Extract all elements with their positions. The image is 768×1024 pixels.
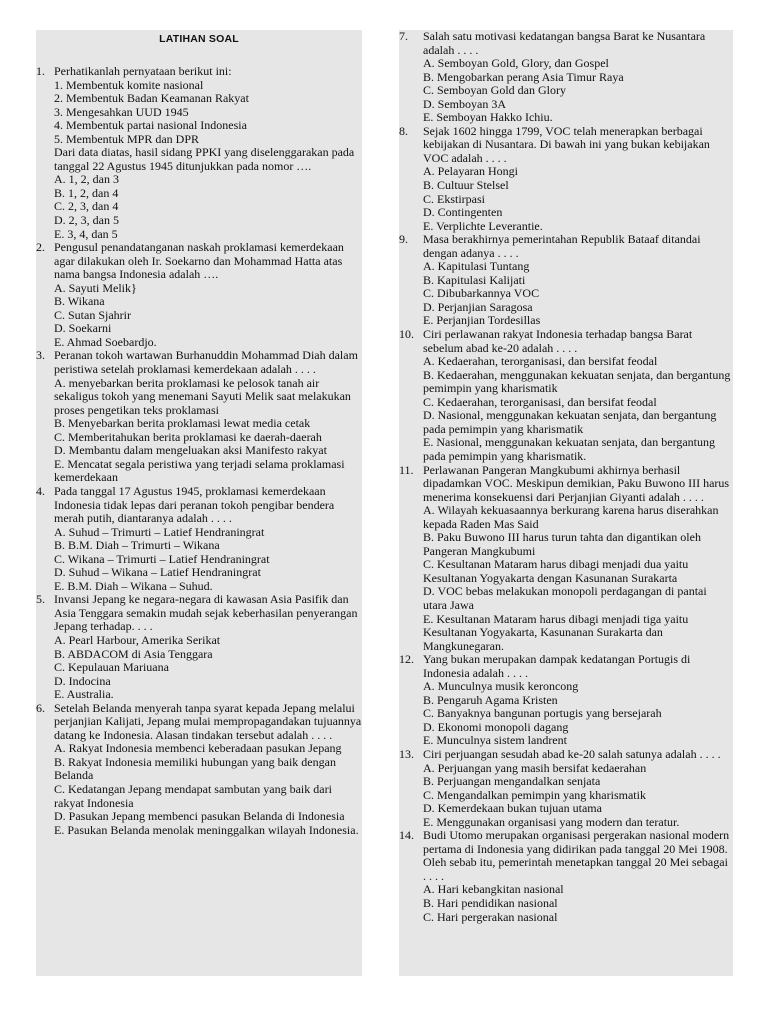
- question-text: Sejak 1602 hingga 1799, VOC telah menerapkan berbagai kebijakan di Nusantara. Di bawah ini yang bukan kebijakan VOC adalah . . . .: [423, 123, 710, 165]
- answer-option: E. Semboyan Hakko Ichiu.: [423, 110, 553, 125]
- answer-option: B. Wikana: [54, 294, 105, 309]
- answer-option: D. Indocina: [54, 673, 111, 688]
- question-item: [36, 65, 362, 241]
- question-item: [36, 485, 362, 593]
- answer-option: D. Ekonomi monopoli dagang: [423, 719, 569, 734]
- question-number: 9.: [399, 232, 408, 247]
- question-stem: [36, 593, 362, 634]
- question-text: Yang bukan merupakan dampak kedatangan Portugis di Indonesia adalah . . . .: [423, 652, 691, 680]
- answer-option: D. Kemerdekaan bukan tujuan utama: [423, 801, 602, 816]
- question-detail-line: 4. Membentuk partai nasional Indonesia: [54, 118, 247, 133]
- answer-option: C. Kesultanan Mataram harus dibagi menjadi dua yaitu Kesultanan Yogyakarta dengan Kasunanan Surakarta: [423, 557, 689, 585]
- answer-option: A. menyebarkan berita proklamasi ke pelosok tanah air sekaligus tokoh yang menemani Sayuti Melik saat melakukan proses pengetikan teks proklamasi: [54, 375, 351, 417]
- answer-option: C. Semboyan Gold dan Glory: [423, 83, 566, 98]
- answer-option: C. 2, 3, dan 4: [54, 199, 119, 214]
- question-number: 8.: [399, 123, 408, 138]
- question-stem: [36, 65, 362, 79]
- answer-option: C. Memberitahukan berita proklamasi ke daerah-daerah: [54, 429, 322, 444]
- answer-option: B. Paku Buwono III harus turun tahta dan digantikan oleh Pangeran Mangkubumi: [423, 530, 701, 558]
- answer-option: E. Perjanjian Tordesillas: [423, 313, 541, 328]
- page-title: LATIHAN SOAL: [159, 33, 239, 45]
- question-detail-line: 3. Mengesahkan UUD 1945: [54, 104, 189, 119]
- answer-option: E. Menggunakan organisasi yang modern dan teratur.: [423, 814, 680, 829]
- question-stem: [399, 748, 733, 762]
- right-column: [399, 30, 733, 976]
- question-number: 2.: [36, 240, 45, 255]
- question-number: 10.: [399, 327, 414, 342]
- answer-option: B. Cultuur Stelsel: [423, 178, 509, 193]
- answer-option: C. Banyaknya bangunan portugis yang bersejarah: [423, 706, 662, 721]
- question-item: [399, 30, 733, 125]
- question-text: Perhatikanlah pernyataan berikut ini:: [54, 64, 232, 78]
- answer-option: B. ABDACOM di Asia Tenggara: [54, 646, 213, 661]
- question-text: Budi Utomo merupakan organisasi pergerakan nasional modern pertama di Indonesia yang didirikan pada tanggal 20 Mei 1908. Oleh sebab itu, pemerintah menetapkan tanggal 20 Mei sebagai . . . .: [423, 828, 730, 883]
- title-spacer: [36, 48, 362, 65]
- answer-option: C. Kepulauan Mariuana: [54, 660, 169, 675]
- answer-option: C. Mengandalkan pemimpin yang kharismatik: [423, 787, 646, 802]
- question-text: Salah satu motivasi kedatangan bangsa Barat ke Nusantara adalah . . . .: [423, 30, 706, 57]
- answer-option: E. Munculnya sistem landrent: [423, 733, 567, 748]
- answer-option: E. 3, 4, dan 5: [54, 226, 118, 241]
- question-stem: [399, 829, 733, 883]
- answer-option: A. 1, 2, dan 3: [54, 172, 119, 187]
- question-number: 6.: [36, 700, 45, 715]
- answer-option: B. Mengobarkan perang Asia Timur Raya: [423, 69, 624, 84]
- question-item: [399, 829, 733, 924]
- question-item: [399, 464, 733, 654]
- question-detail-line: Dari data diatas, hasil sidang PPKI yang diselenggarakan pada tanggal 22 Agustus 1945 ditunjukkan pada nomor ….: [54, 145, 355, 173]
- question-number: 12.: [399, 652, 414, 667]
- answer-option: A. Hari kebangkitan nasional: [423, 882, 564, 897]
- answer-option: A. Wilayah kekuasaannya berkurang karena harus diserahkan kepada Raden Mas Said: [423, 503, 719, 531]
- answer-option: C. Kedaerahan, terorganisasi, dan bersifat feodal: [423, 394, 657, 409]
- answer-option: A. Rakyat Indonesia membenci keberadaan pasukan Jepang: [54, 741, 342, 756]
- question-number: 5.: [36, 592, 45, 607]
- answer-option: A. Sayuti Melik}: [54, 280, 137, 295]
- answer-option: E. Mencatat segala peristiwa yang terjadi selama proklamasi kemerdekaan: [54, 456, 345, 485]
- answer-option: B. Hari pendidikan nasional: [423, 896, 558, 910]
- question-number: 14.: [399, 828, 414, 843]
- answer-option: E. Australia.: [54, 687, 114, 702]
- answer-option: A. Perjuangan yang masih bersifat kedaerahan: [423, 760, 647, 775]
- answer-option: A. Munculnya musik keroncong: [423, 679, 579, 694]
- answer-option: E. Kesultanan Mataram harus dibagi menjadi tiga yaitu Kesultanan Yogyakarta, Kasunanan Surakarta dan Mangkunegaran.: [423, 611, 689, 653]
- question-list-right: [399, 30, 733, 924]
- answer-option: E. B.M. Diah – Wikana – Suhud.: [54, 578, 213, 593]
- question-number: 4.: [36, 483, 45, 498]
- question-number: 1.: [36, 64, 45, 78]
- question-item: [36, 702, 362, 837]
- answer-option: B. Perjuangan mengandalkan senjata: [423, 774, 601, 789]
- answer-option: D. Nasional, menggunakan kekuatan senjata, dan bergantung pada pemimpin yang kharismatik: [423, 408, 717, 436]
- question-list-left: [36, 65, 362, 837]
- question-item: [399, 653, 733, 748]
- question-stem: [399, 464, 733, 505]
- answer-option: C. Kedatangan Jepang mendapat sambutan yang baik dari rakyat Indonesia: [54, 781, 332, 810]
- answer-option: A. Pearl Harbour, Amerika Serikat: [54, 632, 221, 647]
- question-text: Ciri perlawanan rakyat Indonesia terhadap bangsa Barat sebelum abad ke-20 adalah . . . .: [423, 327, 693, 355]
- answer-option: A. Pelayaran Hongi: [423, 164, 518, 179]
- question-text: Setelah Belanda menyerah tanpa syarat kepada Jepang melalui perjanjian Kalijati, Jepang mulai mempropagandakan tujuannya datang ke Indonesia. Alasan tindakan tersebut adalah . . . .: [54, 700, 362, 742]
- question-stem: [399, 653, 733, 680]
- question-item: [399, 125, 733, 233]
- question-stem: [399, 328, 733, 355]
- answer-option: E. Nasional, menggunakan kekuatan senjata, dan bergantung pada pemimpin yang kharismatik.: [423, 435, 716, 463]
- question-item: [399, 748, 733, 829]
- question-stem: [36, 485, 362, 526]
- question-text: Perlawanan Pangeran Mangkubumi akhirnya berhasil dipadamkan VOC. Meskipun demikian, Paku Buwono III harus menerima konsekuensi dari Perjanjian Giyanti adalah . . . .: [423, 462, 730, 504]
- question-number: 11.: [399, 462, 414, 477]
- answer-option: E. Pasukan Belanda menolak meninggalkan wilayah Indonesia.: [54, 822, 359, 837]
- answer-option: C. Ekstirpasi: [423, 191, 485, 206]
- answer-option: D. Pasukan Jepang membenci pasukan Belanda di Indonesia: [54, 809, 345, 824]
- answer-option: A. Kapitulasi Tuntang: [423, 259, 530, 274]
- question-detail-line: 5. Membentuk MPR dan DPR: [54, 131, 200, 146]
- answer-option: D. VOC bebas melakukan monopoli perdagangan di pantai utara Jawa: [423, 584, 707, 612]
- question-stem: [36, 241, 362, 282]
- question-stem: [399, 30, 733, 57]
- question-text: Pengusul penandatanganan naskah proklamasi kemerdekaan agar dilakukan oleh Ir. Soekarno dan Mohammad Hatta atas nama bangsa Indonesia adalah ….: [54, 240, 344, 282]
- question-detail-line: 1. Membentuk komite nasional: [54, 77, 204, 92]
- question-item: [36, 593, 362, 701]
- question-number: 13.: [399, 746, 414, 761]
- answer-option: D. Contingenten: [423, 205, 503, 220]
- answer-option: A. Kedaerahan, terorganisasi, dan bersifat feodal: [423, 354, 658, 369]
- question-stem: [399, 125, 733, 166]
- question-text: Masa berakhirnya pemerintahan Republik Bataaf ditandai dengan adanya . . . .: [423, 232, 701, 260]
- answer-option: E. Ahmad Soebardjo.: [54, 334, 157, 349]
- question-stem: [36, 702, 362, 743]
- answer-option: B. Rakyat Indonesia memiliki hubungan yang baik dengan Belanda: [54, 754, 336, 783]
- question-text: Peranan tokoh wartawan Burhanuddin Mohammad Diah dalam peristiwa setelah proklamasi kemerdekaan adalah . . . .: [54, 348, 358, 377]
- question-detail-line: 2. Membentuk Badan Keamanan Rakyat: [54, 91, 249, 106]
- answer-option: A. Semboyan Gold, Glory, dan Gospel: [423, 56, 609, 71]
- answer-option: D. 2, 3, dan 5: [54, 213, 119, 228]
- answer-option: B. 1, 2, dan 4: [54, 185, 119, 200]
- answer-option: C. Wikana – Trimurti – Latief Hendraningrat: [54, 551, 270, 566]
- answer-option: B. B.M. Diah – Trimurti – Wikana: [54, 538, 220, 553]
- question-item: [36, 349, 362, 484]
- answer-option: D. Soekarni: [54, 321, 112, 336]
- answer-option: B. Kedaerahan, menggunakan kekuatan senjata, dan bergantung pemimpin yang kharismatik: [423, 367, 731, 396]
- answer-option: C. Hari pergerakan nasional: [423, 909, 558, 924]
- question-number: 3.: [36, 348, 45, 363]
- answer-option: E. Verplichte Leverantie.: [423, 218, 543, 233]
- answer-option: B. Pengaruh Agama Kristen: [423, 692, 558, 707]
- question-text: Pada tanggal 17 Agustus 1945, proklamasi kemerdekaan Indonesia tidak lepas dari peranan tokoh pengibar bendera merah putih, diantaranya adalah . . . .: [54, 483, 335, 526]
- question-text: Invansi Jepang ke negara-negara di kawasan Asia Pasifik dan Asia Tenggara semakin mudah sejak keberhasilan penyerangan Jepang terhadap. . . .: [54, 592, 358, 634]
- answer-option: D. Perjanjian Saragosa: [423, 299, 533, 314]
- answer-option: D. Membantu dalam mengeluakan aksi Manifesto rakyat: [54, 443, 327, 458]
- question-stem: [36, 349, 362, 376]
- left-column: [36, 30, 362, 976]
- question-text: Ciri perjuangan sesudah abad ke-20 salah satunya adalah . . . .: [423, 746, 721, 761]
- question-number: 7.: [399, 30, 408, 43]
- question-item: [399, 233, 733, 328]
- answer-option: C. Sutan Sjahrir: [54, 307, 131, 322]
- question-item: [36, 241, 362, 349]
- answer-option: D. Semboyan 3A: [423, 96, 506, 111]
- answer-option: D. Suhud – Wikana – Latief Hendraningrat: [54, 565, 261, 580]
- answer-option: B. Menyebarkan berita proklamasi lewat media cetak: [54, 416, 311, 431]
- answer-option: A. Suhud – Trimurti – Latief Hendraningrat: [54, 524, 265, 539]
- answer-option: B. Kapitulasi Kalijati: [423, 272, 526, 287]
- answer-option: C. Dibubarkannya VOC: [423, 286, 540, 301]
- question-stem: [399, 233, 733, 260]
- question-item: [399, 328, 733, 463]
